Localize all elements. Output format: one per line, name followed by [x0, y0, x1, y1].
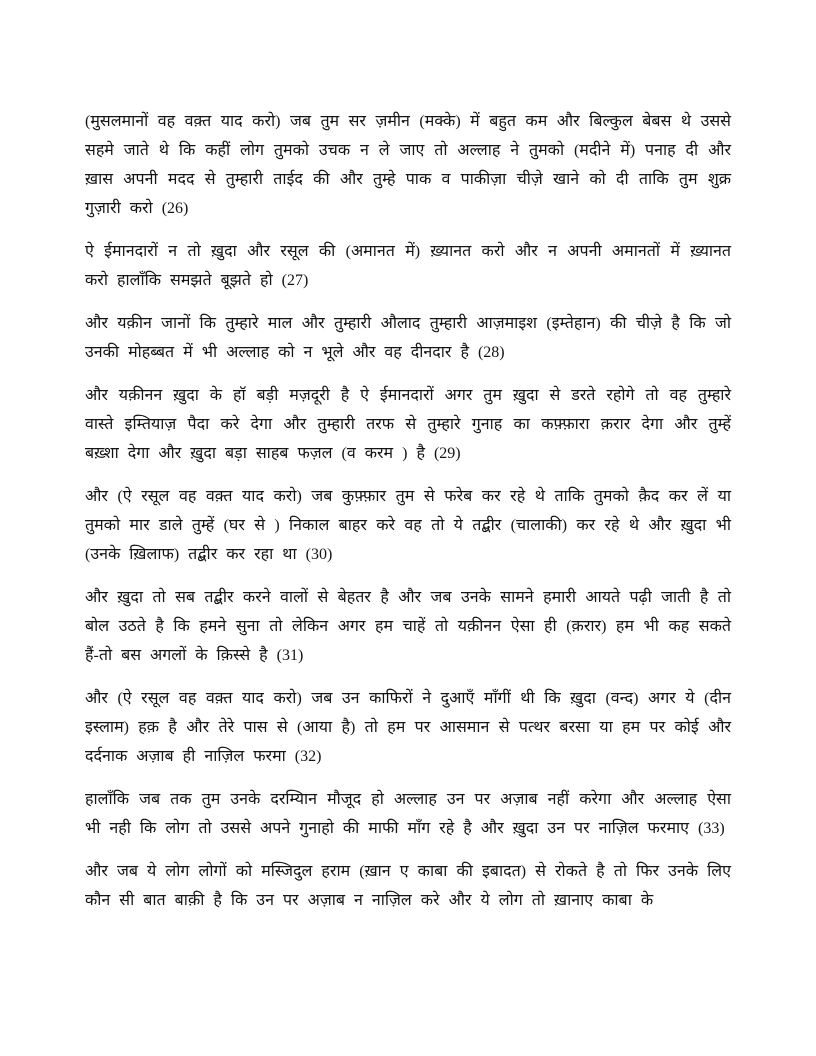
- verse-paragraph-26: (मुसलमानों वह वक़्त याद करो) जब तुम सर ज़मीन (मक्के) में बहुत कम और बिल्कुल बेबस थे उससे सहमे जाते थे कि कहीं लोग तुमको उचक न ले जाए तो अल्लाह ने तुमको (मदीने में) पनाह दी और ख़ास अपनी मदद से तुम्हारी ताईद की और तुम्हे पाक व पाकीज़ा चीज़े खाने को दी ताकि तुम शुक्र गुज़ारी करो (26): [85, 113, 731, 217]
- verse-paragraph-28: और यक़ीन जानों कि तुम्हारे माल और तुम्हारी औलाद तुम्हारी आज़माइश (इम्तेहान) की चीज़े है कि जो उनकी मोहब्बत में भी अल्लाह को न भूले और वह दीनदार है (28): [85, 315, 731, 361]
- verse-paragraph-29: और यक़ीनन ख़ुदा के हॉ बड़ी मज़दूरी है ऐ ईमानदारों अगर तुम ख़ुदा से डरते रहोगे तो वह तुम्हारे वास्ते इम्तियाज़ पैदा करे देगा और तुम्हारी तरफ से तुम्हारे गुनाह का कफ़्फ़ारा क़रार देगा और तुम्हें बख़्शा देगा और ख़ुदा बड़ा साहब फज़ल (व करम ) है (29): [85, 387, 731, 462]
- verse-paragraph-30: और (ऐ रसूल वह वक़्त याद करो) जब कुफ़्फ़ार तुम से फरेब कर रहे थे ताकि तुमको क़ैद कर लें या तुमको मार डाले तुम्हें (घर से ) निकाल बाहर करे वह तो ये तद्बीर (चालाकी) कर रहे थे और ख़ुदा भी (उनके ख़िलाफ) तद्बीर कर रहा था (30): [85, 488, 731, 563]
- verse-paragraph-32: और (ऐ रसूल वह वक़्त याद करो) जब उन काफिरों ने दुआएँ माँगीं थी कि ख़ुदा (वन्द) अगर ये (दीन इस्लाम) हक़ है और तेरे पास से (आया है) तो हम पर आसमान से पत्थर बरसा या हम पर कोई और दर्दनाक अज़ाब ही नाज़िल फरमा (32): [85, 690, 731, 765]
- verse-paragraph-27: ऐ ईमानदारों न तो ख़ुदा और रसूल की (अमानत में) ख़्यानत करो और न अपनी अमानतों में ख़्यानत करो हालाँकि समझते बूझते हो (27): [85, 243, 731, 289]
- verse-paragraph-33: हालाँकि जब तक तुम उनके दरम्यिान मौजूद हो अल्लाह उन पर अज़ाब नहीं करेगा और अल्लाह ऐसा भी नही कि लोग तो उससे अपने गुनाहो की माफी माँग रहे है और ख़ुदा उन पर नाज़िल फरमाए (33): [85, 791, 731, 837]
- verse-paragraph-31: और ख़ुदा तो सब तद्बीर करने वालों से बेहतर है और जब उनके सामने हमारी आयते पढ़ी जाती है तो बोल उठते है कि हमने सुना तो लेकिन अगर हम चाहें तो यक़ीनन ऐसा ही (क़रार) हम भी कह सकते हैं-तो बस अगलों के क़िस्से है (31): [85, 589, 731, 664]
- verse-paragraph-34-partial: और जब ये लोग लोगों को मस्जिदुल हराम (ख़ान ए काबा की इबादत) से रोकते है तो फिर उनके लिए कौन सी बात बाक़ी है कि उन पर अज़ाब न नाज़िल करे और ये लोग तो ख़ानाए काबा के: [85, 863, 731, 909]
